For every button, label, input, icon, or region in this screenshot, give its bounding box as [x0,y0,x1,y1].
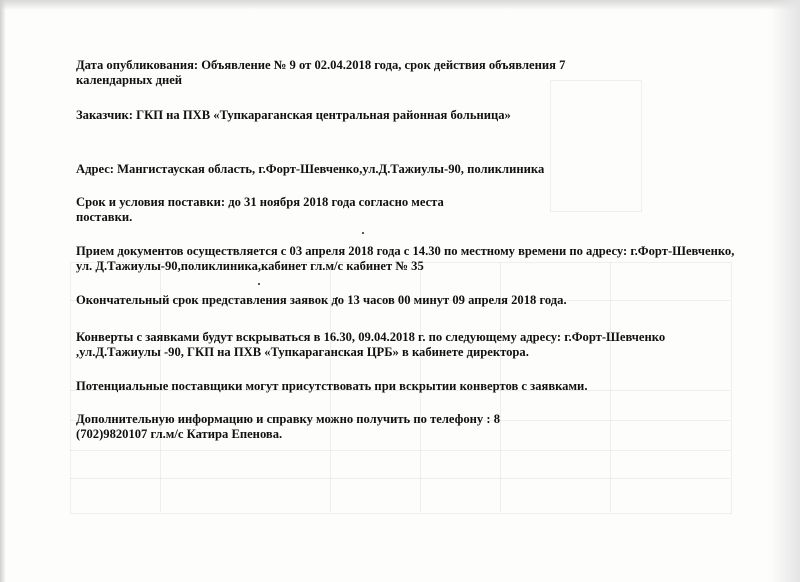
submission-deadline: Окончательный срок представления заявок до 13 часов 00 минут 09 апреля 2018 года. [76,293,567,307]
envelope-opening: Конверты с заявками будут вскрываться в 16.30, 09.04.2018 г. по следующему адресу: г.Форт-Шевченко ,ул.Д.Тажиулы -90, ГКП на ПХВ «Тупкараганская ЦРБ» в кабинете директора. [76,330,666,360]
address: Адрес: Мангистауская область, г.Форт-Шевченко,ул.Д.Тажиулы-90, поликлиника [76,162,545,176]
show-through-stamp [550,80,642,212]
scan-speck [362,232,364,234]
scan-edge-left [0,0,6,582]
scan-edge-right [770,0,800,582]
scan-edge-top [0,0,800,10]
show-through-line [70,450,730,451]
attendance-note: Потенциальные поставщики могут присутствовать при вскрытии конвертов с заявками. [76,379,588,393]
contact-info: Дополнительную информацию и справку можно получить по телефону : 8 (702)9820107 гл.м/с Катира Епенова. [76,412,501,442]
show-through-line [70,478,730,479]
publication-date: Дата опубликования: Объявление № 9 от 02.04.2018 года, срок действия объявления 7 календарных дней [76,58,566,88]
customer: Заказчик: ГКП на ПХВ «Тупкараганская центральная районная больница» [76,108,511,122]
documents-acceptance: Прием документов осуществляется с 03 апреля 2018 года с 14.30 по местному времени по адресу: г.Форт-Шевченко, ул. Д.Тажиулы-90,поликлиника,кабинет гл.м/с кабинет № 35 [76,244,735,274]
delivery-terms: Срок и условия поставки: до 31 ноября 2018 года согласно места поставки. [76,195,444,225]
scan-speck [258,283,260,285]
